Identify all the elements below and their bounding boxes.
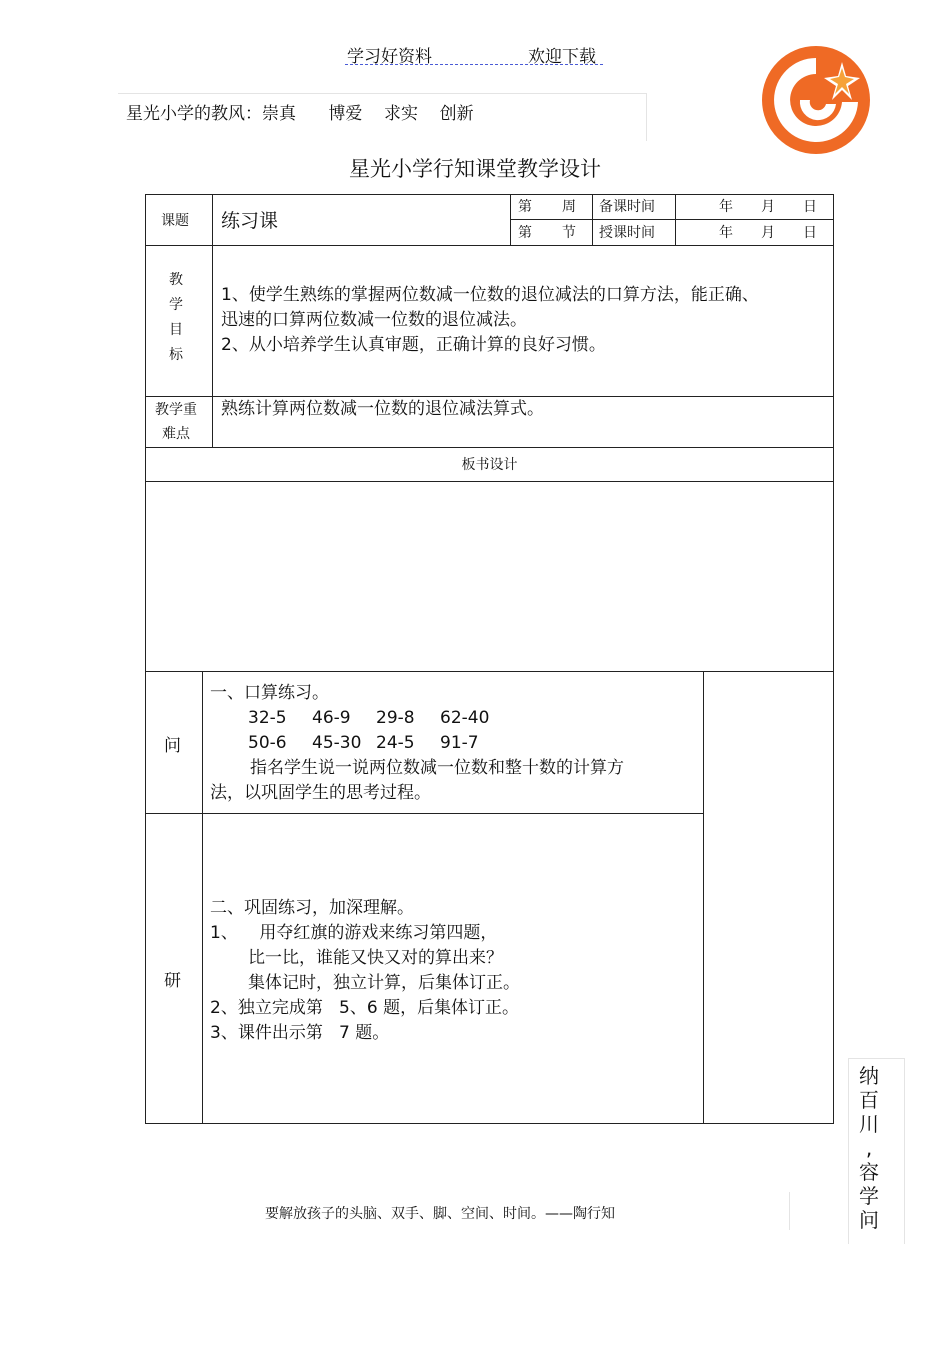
key-points-text: 熟练计算两位数减一位数的退位减法算式。 [221,399,544,419]
teach-day: 日 [803,225,817,241]
footer-quote: 要解放孩子的头脑、双手、脚、空间、时间。——陶行知 [265,1206,615,1222]
header-left: 学习好资料 [347,47,432,67]
prep-day: 日 [803,199,817,215]
side-vertical-text: 纳 百 川 , 容 学 问 [859,1064,879,1232]
teach-month: 月 [761,225,775,241]
header-right: 欢迎下载 [528,47,596,67]
topic-label: 课题 [161,213,189,229]
school-motto: 星光小学的教风：崇真 博爱 求实 创新 [126,104,474,124]
topic-value: 练习课 [221,210,279,232]
objectives-text: 1、使学生熟练的掌握两位数减一位数的退位减法的口算方法，能正确、 迅速的口算两位数减一位数的退位减法。 2、从小培养学生认真审题，正确计算的良好习惯。 [221,285,759,355]
prep-time-label: 备课时间 [599,199,655,215]
side-box-top [848,1058,904,1059]
star-swoosh-logo-icon [760,44,872,156]
research-content: 二、巩固练习，加深理解。 1、 用夺红旗的游戏来练习第四题， 比一比，谁能又快又对的算出来？ 集体记时，独立计算，后集体订正。 2、独立完成第 5、6 题，后集体订正。 3、课件出示第 7 题。 [210,898,520,1043]
section-label-di: 第 [518,225,532,241]
ask-content: 一、口算练习。 32-5 46-9 29-8 62-40 50-6 45-30 24-5 91-7 指名学生说一说两位数减一位数和整十数的计算方 法，以巩固学生的思考过程。 [210,683,624,803]
objectives-label: 教 学 目 标 [169,272,183,363]
side-box-right [904,1058,905,1244]
research-label: 研 [164,971,181,991]
section-label-jie: 节 [562,225,576,241]
prep-month: 月 [761,199,775,215]
key-points-label: 教学重 难点 [155,402,197,442]
week-label-di: 第 [518,199,532,215]
ask-label: 问 [164,736,181,756]
board-design-label: 板书设计 [461,457,518,473]
week-label-zhou: 周 [562,199,576,215]
motto-right-rule [646,93,647,141]
header-dashed-underline [345,64,603,65]
teach-year: 年 [719,225,733,241]
prep-year: 年 [719,199,733,215]
motto-top-rule [118,93,646,94]
teach-time-label: 授课时间 [599,225,655,241]
page-title: 星光小学行知课堂教学设计 [349,157,601,181]
